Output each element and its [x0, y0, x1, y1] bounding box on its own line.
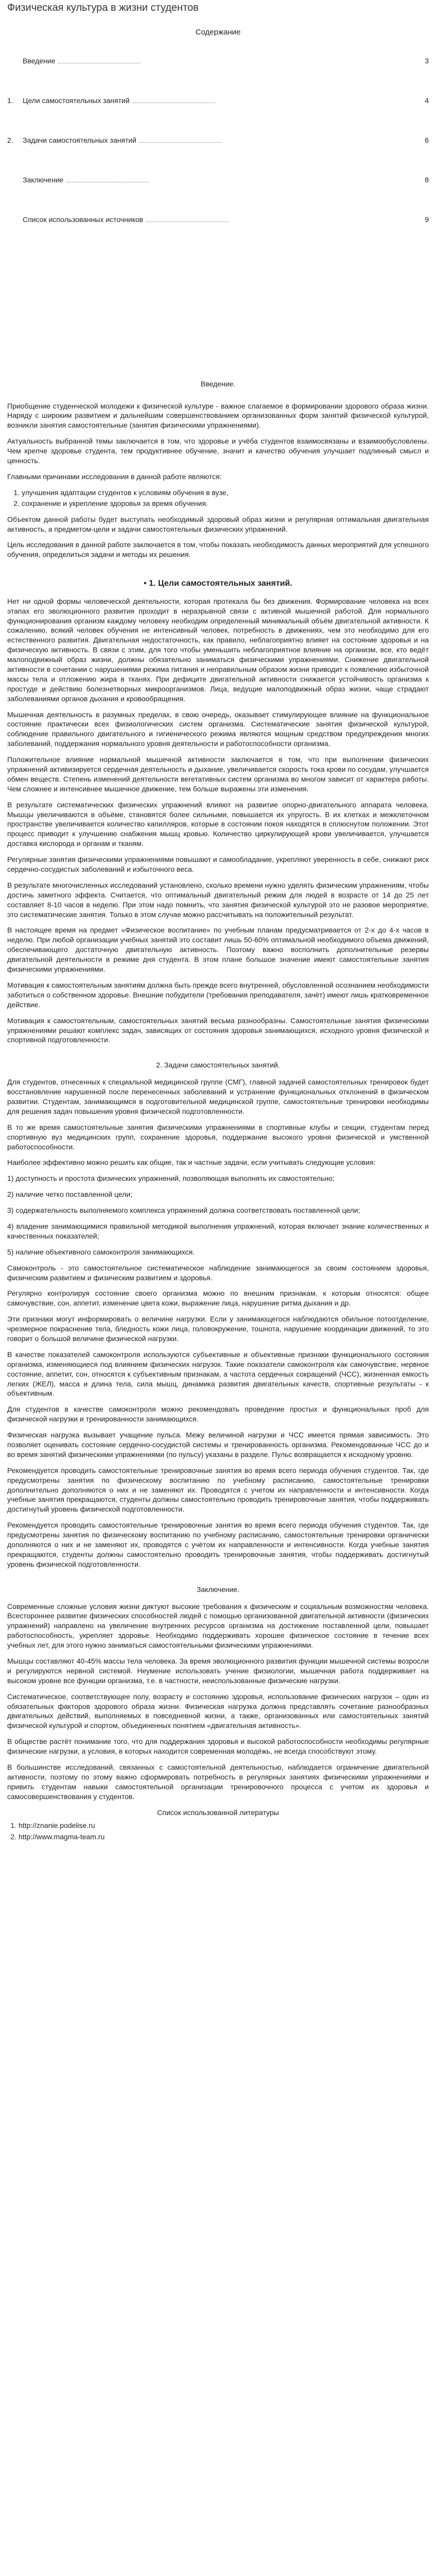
section-1-paragraph: В результате многочисленных исследований установлено, сколько времени нужно уделять физическим упражнениям, чтобы достичь заметного эффекта. Считается, что оптимальный двигательный режим для людей в возрасте от 14 до 25 лет составляет 8-10 часов в неделю. При этом надо помнить, что занятия физической культурой это не разовое мероприятие, это систематические занятия. Только в этом случае можно рассчитывать на положительный результат. [7, 880, 429, 919]
section-2-paragraph: В качестве показателей самоконтроля используются субъективные и объективные признаки функционального состояния организма, изменяющиеся под влиянием физических нагрузок. Такие показатели самоконтроля как самочувствие, нервное состояние, аппетит, сон, относятся к субъективным признакам, а частота сердечных сокращений (ЧСС), жизненная емкость легких (ЖЕЛ), масса и длина тела, сила мышц, динамика развития двигательных качеств, спортивные результаты - к объективным. [7, 1350, 429, 1398]
intro-paragraph: Объектом данной работы будет выступать необходимый здоровый образ жизни и регулярная оптимальная двигательная активность, а предметом-цели и задачи самостоятельных физических упражнений. [7, 515, 429, 533]
section-2-paragraph: Наиболее эффективно можно решить как общие, так и частные задачи, если учитывать следующие условия: [7, 1158, 376, 1167]
literature-heading: Список использованной литературы [157, 1808, 279, 1817]
table-of-contents [7, 56, 429, 224]
section-2-paragraph: 3) содержательность выполняемого комплекса упражнений должна соответствовать поставленной цели; [7, 1206, 360, 1215]
conclusion-paragraph: В большинстве исследований, связанных с самостоятельной деятельностью, наблюдается ограничение двигательной активности, поэтому по этому важно сформировать потребность в регулярных занятиях физическими упражнениями и привить студентам навыки самостоятельной организации тренировочного процесса с учетом их здоровья и самосовершенствования у студентов. [7, 1763, 429, 1801]
section-1-paragraph: В настоящее время на предмет «Физическое воспитание» по учебным планам предусматривается от 2-х до 4-х часов в неделю. При любой организации учебных занятий это составит лишь 50-60% оптимальной необходимого объема движений, обеспечивающего достаточную двигательную активность. Поэтому важно восполнить дополнительные резервы двигательной деятельности в режиме дня студента. В этом плане большое значение имеют самостоятельные занятия физическими упражнениями. [7, 926, 429, 974]
intro-paragraph: Приобщение студенческой молодежи к физической культуре - важное слагаемое в формировании здорового образа жизни. Наряду с широким развитием и дальнейшим совершенствованием организованных форм занятий физической культурой, возникли занятия самостоятельные (занятия физическими упражнениями). [7, 401, 429, 430]
section-2-paragraph: Эти признаки могут информировать о величине нагрузки. Если у занимающегося наблюдаются обильное потоотделение, чрезмерное покраснение тела, бледность кожи лица, головокружение, тошнота, нарушение координации движений, то это говорит о большой величине физической нагрузки. [7, 1315, 429, 1343]
toc-row-sources[interactable] [7, 215, 429, 225]
conclusion-paragraph: Современные сложные условия жизни диктуют высокие требования к физическим и социальным возможностям человека. Всестороннее развитие физических способностей людей с помощью организованной двигательной активности (физических упражнений) направлено на увеличение внутренних ресурсов организма на достижение поставленной цели, повышает работоспособность, укрепляет здоровье. Необходимо поддерживать хорошее физическое состояние в течение всех учебных лет, для этого нужно заниматься самостоятельными физическими упражнениями. [7, 1602, 429, 1650]
intro-paragraph: Главными причинами исследования в данной работе являются: [7, 472, 222, 481]
toc-page: 6 [425, 136, 429, 145]
conclusion-paragraph: Систематическое, соответствующее полу, возрасту и состоянию здоровья, использование физических нагрузок – один из обязательных факторов здорового образа жизни. Физическая нагрузка должна представлять сочетание разнообразных двигательных действий, выполняемых в повседневной жизни, а также, организованных или самостоятельных занятий физической культурой и спортом, объединенных понятием «двигательная активность». [7, 1692, 429, 1730]
toc-num: 2. [7, 136, 13, 145]
research-reasons-list [22, 488, 429, 509]
section-2-paragraph: 5) наличие объективного самоконтроля занимающихся. [7, 1247, 195, 1256]
toc-row-conclusion[interactable] [7, 175, 429, 185]
list-item: 2. сохранение и укрепление здоровья за время обучения. [22, 499, 429, 509]
toc-num: 1. [7, 96, 13, 105]
section-1-paragraph: Регулярные занятия физическими упражнениями повышают и самообладание, укрепляют уверенность в себе, снижают риск сердечно-сосудистых заболеваний и избыточного веса. [7, 855, 429, 874]
section-2-paragraph: Рекомендуется проводить самостоятельные тренировочные занятия во время всего периода обучения студентов. Так, где предусмотрены занятия по физическому воспитанию по учебному расписанию, самостоятельные тренировки органически дополняются о них и не заменяют их, проводятся с учётом их направленности и интенсивности. Когда учебные занятия прекращаются, студенты должны самостоятельно проводить тренировочные занятия, чтобы поддерживать достигнутый уровень физической подготовленности. [7, 1521, 429, 1568]
section-1-paragraph: Мотивация к самостоятельным занятиям должна быть прежде всего внутренней, обусловленной осознанием необходимости заботиться о собственном здоровье. Внешние побудители (требования преподавателя, зачёт) имеют лишь кратковременное действие. [7, 980, 429, 1009]
toc-label: Задачи самостоятельных занятий [23, 136, 137, 145]
section-1-paragraph: Положительное влияние нормальной мышечной активности заключается в том, что при выполнении физических упражнений активизируется сердечная деятельность и дыхание, увеличивается скорость тока крови по сосудам, улучшается обмен веществ. Степень изменений деятельности вегетативных систем организма во многом зависит от характера работы. Чем сложнее и интенсивнее мышечное движение, тем больше выражены эти изменения. [7, 755, 429, 793]
section-2-paragraph: Самоконтроль - это самостоятельное систематическое наблюдение занимающегося за своим состоянием здоровья, физическим развитием и физическим развитием и здоровья. [7, 1263, 429, 1282]
section-2-heading: 2. Задачи самостоятельных занятий. [156, 1061, 280, 1070]
toc-heading: Содержание [195, 28, 241, 37]
toc-row-tasks[interactable] [7, 135, 429, 145]
toc-page: 3 [425, 57, 429, 65]
toc-row-intro[interactable] [7, 56, 429, 66]
toc-label: Список использованных источников [23, 215, 144, 224]
section-2-paragraph: В то же время самостоятельные занятия физическими упражнениями в спортивные клубы и секции, студентам перед спортивную вуз медицинских групп, сохранение здоровья, поддержание высокого уровня физической и умственной работоспособности. [7, 1123, 429, 1151]
section-1-heading: • 1. Цели самостоятельных занятий. [144, 579, 292, 588]
toc-label: Цели самостоятельных занятий [23, 96, 130, 105]
section-2-paragraph: Рекомендуется проводить самостоятельные тренировочные занятия во время всего периода обучения студентов. Так, где предусмотрены занятия по физическому воспитанию по учебному расписанию, самостоятельные тренировки дополнительно дополняются о них и не заменяют их. Проводятся с учетом их направленности и интенсивности. Когда учебные занятия прекращаются, студенты должны самостоятельно проводить тренировочные занятия, чтобы поддерживать достигнутый уровень физической подготовленности. [7, 1466, 429, 1514]
toc-page: 4 [425, 96, 429, 105]
intro-paragraph: Цель исследования в данной работе заключается в том, чтобы показать необходимость данных мероприятий для успешного обучения, определиться задачи и методы их решения. [7, 540, 429, 559]
intro-heading: Введение. [200, 379, 236, 388]
toc-leader [139, 142, 222, 143]
list-item: 1. улучшения адаптации студентов к условиям обучения в вузе, [22, 488, 429, 498]
conclusion-paragraph: Мышцы составляют 40-45% массы тела человека. За время эволюционного развития функции мышечной системы возросли и регулируются нервной системой. Неумение использовать учение физиологии, мышечная работа поддерживает на высоком уровне все функции организма, т.е. в частности, неиспользованные физические нагрузки. [7, 1657, 429, 1685]
section-1-paragraph: Нет ни одной формы человеческой деятельности, которая протекала бы без движения. Формирование человека на всех этапах его эволюционного развития проходит в неразрывной связи с активной мышечной работой. Для нормального функционирования организм каждому человеку необходим определенный минимальный объём двигательной активности. К сожалению, всякий человек обучения не интенсивный человек, потребность в движениях, чем это необходимо для его естественного развития. Двигательная недостаточность, как правило, неблагоприятно влияет на состояние здоровья и на физическую активность. В связи с этим, для того чтобы уменьшить неблагоприятное влияние на организм, все, кто ведёт малоподвижный образ жизни, должны обязательно заниматься физическими упражнениями. Снижение двигательной активности в сочетании с нарушениями режима питания и неправильным образом жизни приводит к появлению избыточной массы тела и отложению жира в тканях. При дефиците двигательной активности снижается устойчивость организма к простуде и действию болезнетворных микроорганизмов. Лица, ведущие малоподвижный образ жизни, чаще страдают заболеваниями органов дыхания и кровообращения. [7, 597, 429, 703]
page-title: Физическая культура в жизни студентов [7, 2, 199, 13]
section-1-paragraph: Мотивация к самостоятельным, самостоятельных занятий весьма разнообразны. Самостоятельные занятия физическими упражнениями решают комплекс задач, зависящих от состояния здоровья занимающихся, исходного уровня физической и спортивной подготовленности. [7, 1016, 429, 1044]
toc-page: 9 [425, 215, 429, 224]
literature-link[interactable]: 2. http://www.magma-team.ru [19, 1832, 429, 1842]
section-1-paragraph: Мышечная деятельность в разумных пределах, в свою очередь, оказывает стимулирующее влияние на функциональное состояние практически всех физиологических систем организма. Систематические занятия физической культурой, соблюдение правильного двигательного и гигиенического режима являются мощным средством предупреждения многих заболеваний, поддержания нормального уровня деятельности и работоспособности организма. [7, 710, 429, 748]
section-2-paragraph: Для студентов, отнесенных к специальной медицинской группе (СМГ), главной задачей самостоятельных тренировок будет восстановление нарушенной после перенесенных заболеваний и устранение функциональных отклонений в физическом развитии. Студентам, занимающимся в подготовительной медицинской группе, самостоятельные тренировки необходимы для решения задач повышения уровня физической подготовленности. [7, 1078, 429, 1115]
toc-page: 8 [425, 175, 429, 184]
section-2-paragraph: 4) владение занимающимися правильной методикой выполнения упражнений, которая включает знание количественных и качественных показателей; [7, 1222, 429, 1240]
intro-paragraph: Актуальность выбранной темы заключается в том, что здоровье и учёба студентов взаимосвязаны и взаимообусловлены. Чем крепче здоровье студента, тем продуктивнее обучение, значит и качество обучения улучшает подлинный смысл и ценность. [7, 437, 429, 465]
conclusion-heading: Заключение. [196, 1585, 240, 1594]
toc-label: Введение [23, 57, 56, 65]
section-2-paragraph: Регулярно контролируя состояние своего организма можно по внешним признакам, к которым относятся: общее самочувствие, сон, аппетит, изменение цвета кожи, выражение лица, нарушение ритма дыхания и др. [7, 1289, 429, 1308]
section-2-paragraph: Для студентов в качестве самоконтроля можно рекомендовать проведение простых и функциональных проб для физической нагрузки и тренированности занимающихся. [7, 1405, 429, 1423]
section-2-paragraph: Физическая нагрузка вызывает учащение пульса. Межу величиной нагрузки и ЧСС имеется прямая зависимость. Это позволяет оценивать состояние сердечно-сосудистой системы и тренированность организма. Рекомендованные ЧСС до и во время занятий физическими упражнениями (по пульсу) указаны в разделе. Пульс возвращается к исходному уровню. [7, 1431, 429, 1459]
toc-label: Заключение [23, 175, 64, 184]
conclusion-paragraph: В обществе растёт понимание того, что для поддержания здоровья и высокой работоспособности необходимы регулярные физические нагрузки, а условия, в которых находится современная молодёжь, не всегда способствуют этому. [7, 1737, 429, 1756]
literature-link[interactable]: 1. http://znanie.podelise.ru [19, 1821, 429, 1831]
section-2-paragraph: 2) наличие четко поставленной цели; [7, 1190, 133, 1199]
toc-row-goals[interactable] [7, 96, 429, 106]
section-2-paragraph: 1) доступность и простота физических упражнений, позволяющая выполнять их самостоятельно; [7, 1174, 335, 1183]
literature-list [19, 1821, 429, 1842]
section-1-paragraph: В результате систематических физических упражнений влияют на развитие опорно-двигательного аппарата человека. Мышцы увеличиваются в объёме, становятся более сильными, повышается их упругость. В их клетках и межклеточном пространстве увеличивается количество капилляров, которые в состоянии покоя находятся в сплюснутом положении. Этот процесс приводит к улучшению снабжения мышц кровью. Количество циркулирующей крови увеличивается, улучшается доставка кислорода и органам и тканям. [7, 800, 429, 848]
